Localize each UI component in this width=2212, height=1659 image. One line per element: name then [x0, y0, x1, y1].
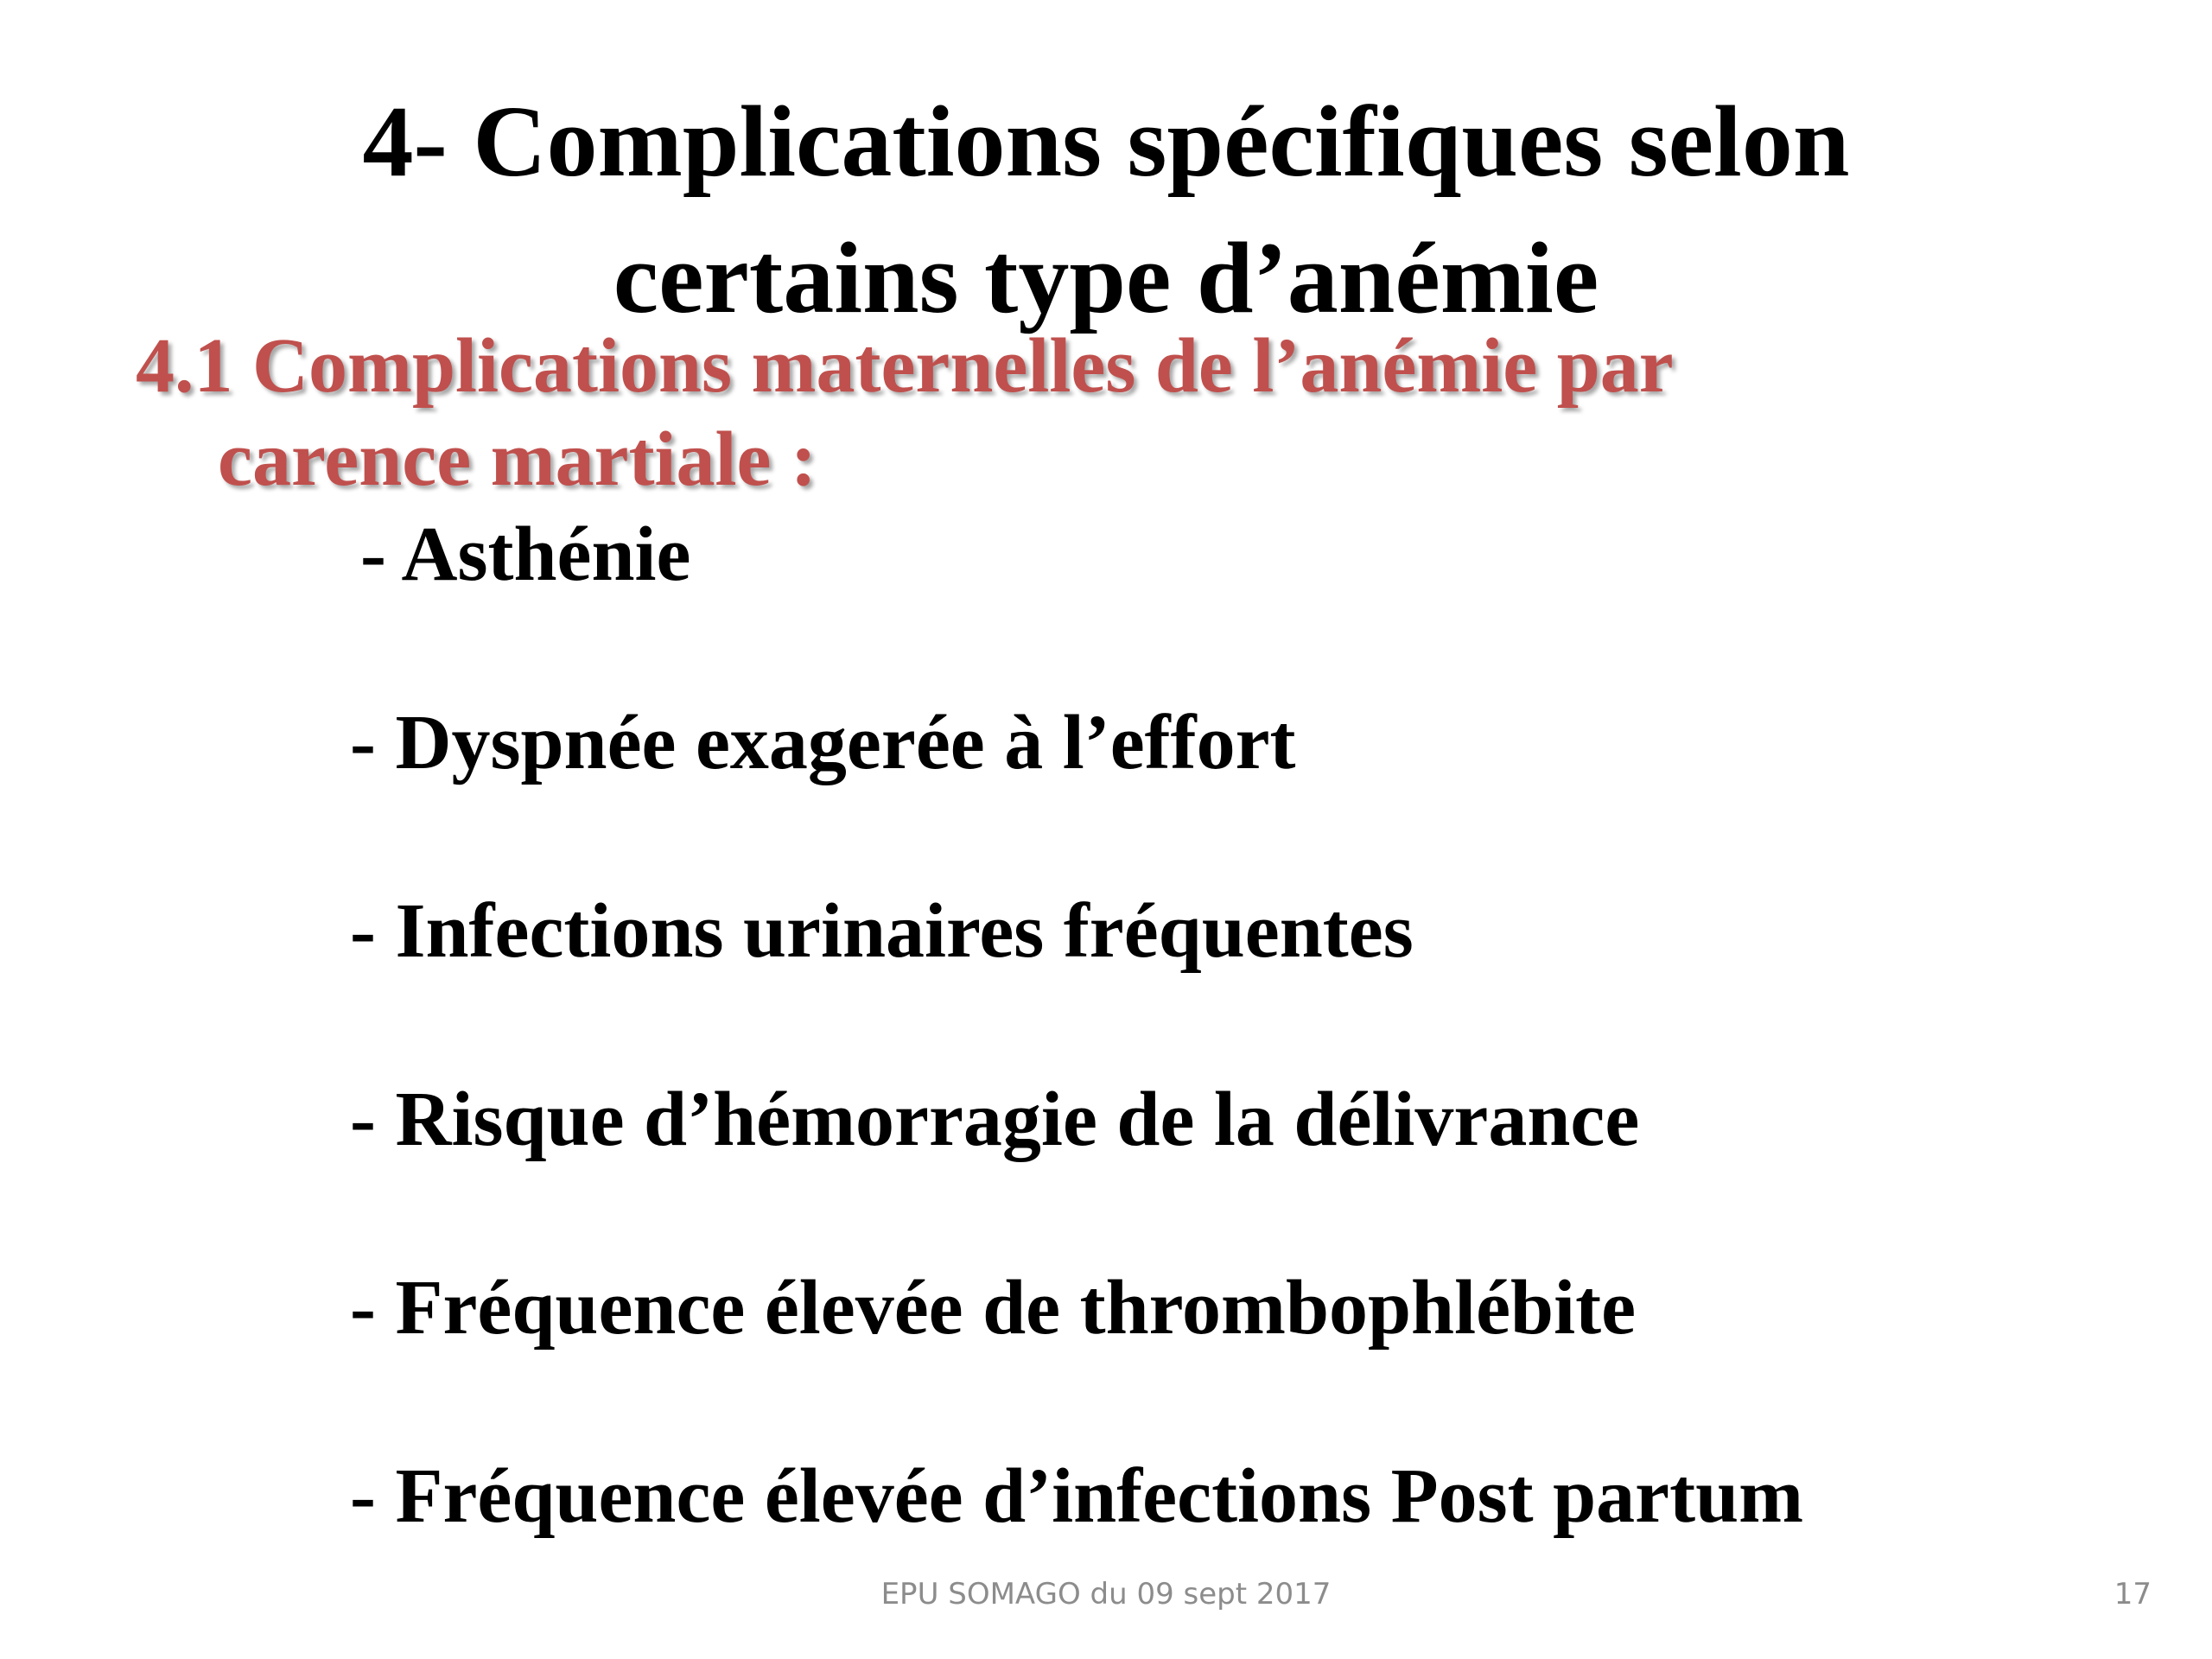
footer-text: EPU SOMAGO du 09 sept 2017 [880, 1577, 1332, 1611]
list-item-asthenie: - Asthénie [360, 512, 691, 597]
section-subtitle-line-1: 4.1 Complications maternelles de l’anémie par [136, 323, 1674, 409]
list-item-infections-urinaires: - Infections urinaires fréquentes [350, 888, 1414, 974]
slide-title-line-2: certains type d’anémie [613, 221, 1599, 334]
page-number: 17 [2113, 1577, 2152, 1611]
slide-title-line-1: 4- Complications spécifiques selon [362, 85, 1850, 198]
list-item-thrombophlebite: - Fréquence élevée de thrombophlébite [350, 1265, 1637, 1351]
list-item-infections-post-partum: - Fréquence élevée d’infections Post partum [350, 1453, 1804, 1539]
list-item-hemorragie: - Risque d’hémorragie de la délivrance [350, 1077, 1640, 1162]
section-subtitle [136, 320, 2080, 506]
slide-title [0, 73, 2212, 346]
list-item-dyspnee: - Dyspnée exagerée à l’effort [350, 700, 1296, 785]
section-subtitle-line-2: carence martiale : [218, 416, 817, 502]
